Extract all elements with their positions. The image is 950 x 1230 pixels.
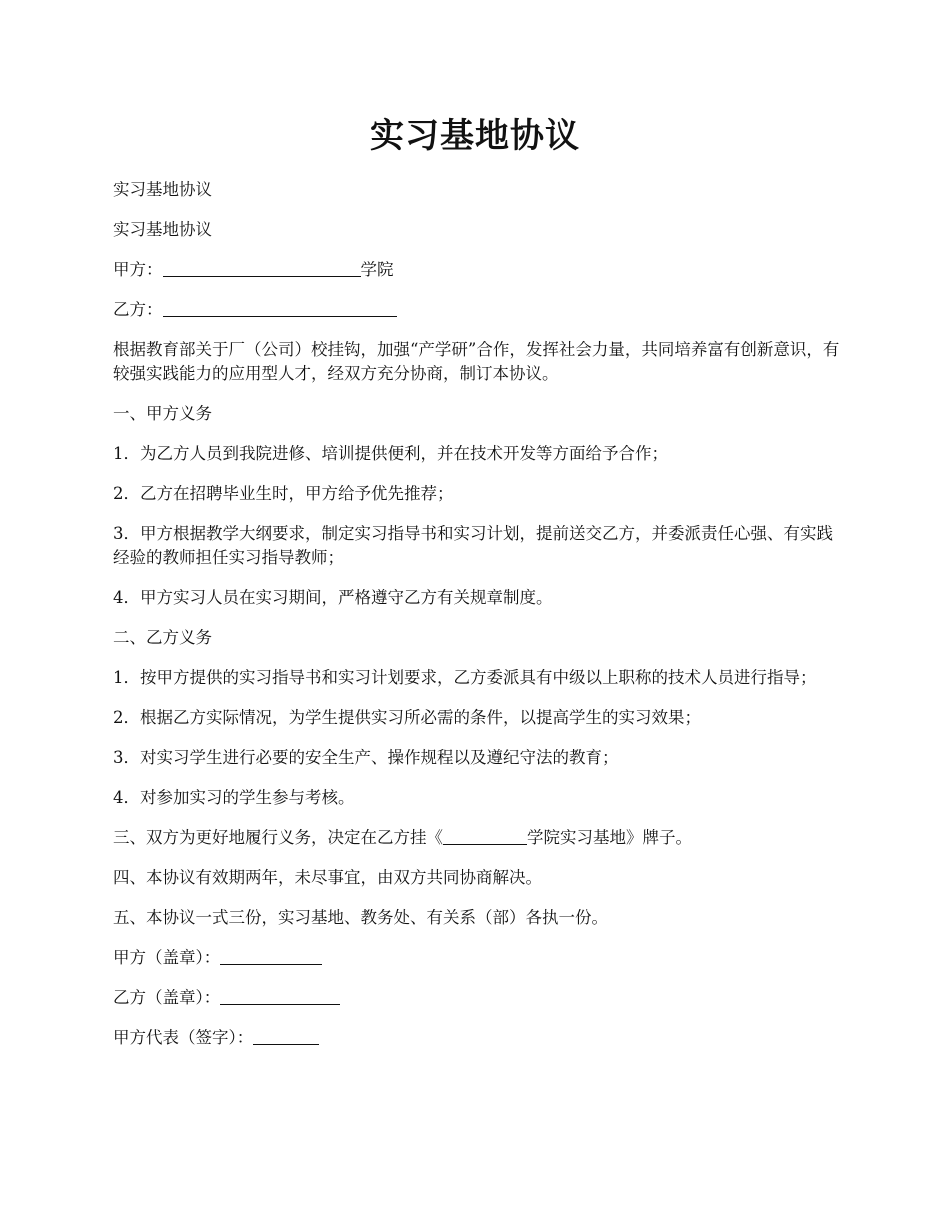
section-3-blank: [443, 826, 527, 845]
section-3-prefix: 三、双方为更好地履行义务，决定在乙方挂《: [113, 828, 443, 847]
party-a-suffix: 学院: [360, 260, 394, 279]
sign-a-line: [113, 946, 843, 970]
section-2-item-2: 2．根据乙方实际情况，为学生提供实习所必需的条件，以提高学生的实习效果；: [113, 708, 701, 727]
section-3-suffix: 学院实习基地》牌子。: [527, 828, 692, 847]
party-b-blank: [163, 298, 397, 317]
section-2-heading: 二、乙方义务: [113, 628, 212, 647]
sign-rep-blank: [253, 1026, 319, 1045]
section-3-line: [113, 826, 843, 850]
party-a-line: [113, 258, 843, 282]
sign-rep-line: [113, 1026, 843, 1050]
section-1-item-3: 3．甲方根据教学大纲要求，制定实习指导书和实习计划，提前送交乙方，并委派责任心强、有实践经验的教师担任实习指导教师；: [113, 524, 833, 567]
section-1-heading: 一、甲方义务: [113, 404, 212, 423]
section-2-item-1: 1．按甲方提供的实习指导书和实习计划要求，乙方委派具有中级以上职称的技术人员进行指导；: [113, 668, 817, 687]
sign-a-label: 甲方（盖章）：: [113, 948, 221, 967]
section-5-line: 五、本协议一式三份，实习基地、教务处、有关系（部）各执一份。: [113, 908, 608, 927]
sign-b-label: 乙方（盖章）：: [113, 988, 221, 1007]
document-title: 实习基地协议: [370, 116, 580, 156]
party-a-blank: [163, 258, 361, 277]
section-2-item-4: 4．对参加实习的学生参与考核。: [113, 788, 355, 807]
intro-paragraph: 根据教育部关于厂（公司）校挂钩，加强“产学研”合作，发挥社会力量，共同培养富有创新意识，有较强实践能力的应用型人才，经双方充分协商，制订本协议。: [113, 340, 840, 383]
section-2-item-3: 3．对实习学生进行必要的安全生产、操作规程以及遵纪守法的教育；: [113, 748, 619, 767]
sign-b-blank: [220, 986, 340, 1005]
subtitle-line-1: 实习基地协议: [113, 180, 212, 199]
party-a-label: 甲方：: [113, 260, 163, 279]
section-1-item-2: 2．乙方在招聘毕业生时，甲方给予优先推荐；: [113, 484, 454, 503]
subtitle-line-2: 实习基地协议: [113, 220, 212, 239]
section-4-line: 四、本协议有效期两年，未尽事宜，由双方共同协商解决。: [113, 868, 542, 887]
sign-a-blank: [220, 946, 322, 965]
party-b-line: [113, 298, 843, 322]
section-1-item-4: 4．甲方实习人员在实习期间，严格遵守乙方有关规章制度。: [113, 588, 553, 607]
section-1-item-1: 1．为乙方人员到我院进修、培训提供便利，并在技术开发等方面给予合作；: [113, 444, 668, 463]
sign-rep-label: 甲方代表（签字）：: [113, 1028, 254, 1047]
sign-b-line: [113, 986, 843, 1010]
document-body: [113, 178, 843, 1066]
party-b-label: 乙方：: [113, 300, 163, 319]
